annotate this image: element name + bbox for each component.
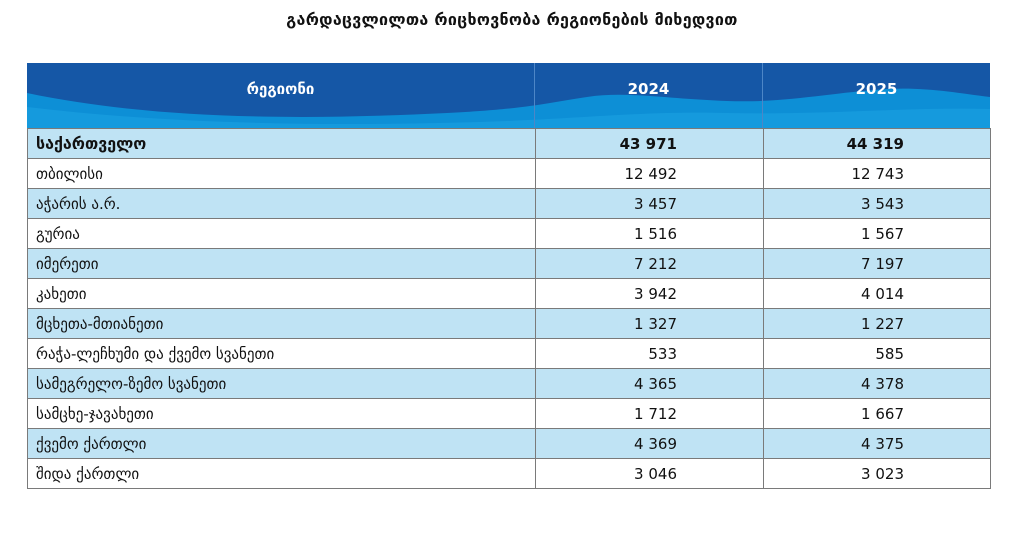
table-row: [28, 339, 991, 369]
value-2024: 4 369: [536, 429, 764, 459]
value-2025: 4 014: [764, 279, 991, 309]
value-2024: 12 492: [536, 159, 764, 189]
value-2025: 3 543: [764, 189, 991, 219]
table-row: [28, 369, 991, 399]
value-2024: 43 971: [536, 129, 764, 159]
value-2025: 44 319: [764, 129, 991, 159]
column-header-2024: 2024: [627, 80, 670, 98]
value-2025: 7 197: [764, 249, 991, 279]
value-2024: 4 365: [536, 369, 764, 399]
region-name: აჭარის ა.რ.: [28, 189, 536, 219]
column-header-2025: 2025: [855, 80, 898, 98]
value-2025: 12 743: [764, 159, 991, 189]
table-row: [28, 189, 991, 219]
value-2024: 1 516: [536, 219, 764, 249]
data-table: [27, 63, 990, 489]
region-name: ქვემო ქართლი: [28, 429, 536, 459]
value-2024: 3 457: [536, 189, 764, 219]
value-2024: 7 212: [536, 249, 764, 279]
table-row: [28, 249, 991, 279]
region-name: კახეთი: [28, 279, 536, 309]
region-name: გურია: [28, 219, 536, 249]
table-row: [28, 279, 991, 309]
region-name: საქართველო: [28, 129, 536, 159]
value-2025: 1 667: [764, 399, 991, 429]
region-name: თბილისი: [28, 159, 536, 189]
table-header: [27, 63, 990, 128]
region-name: იმერეთი: [28, 249, 536, 279]
table-row: [28, 459, 991, 489]
region-name: მცხეთა-მთიანეთი: [28, 309, 536, 339]
value-2025: 3 023: [764, 459, 991, 489]
value-2025: 4 378: [764, 369, 991, 399]
table-body: [27, 128, 991, 489]
region-name: სამეგრელო-ზემო სვანეთი: [28, 369, 536, 399]
value-2025: 4 375: [764, 429, 991, 459]
page-title: გარდაცვლილთა რიცხოვნობა რეგიონების მიხედვით: [286, 10, 738, 29]
table-row: [28, 219, 991, 249]
column-header-region: რეგიონი: [246, 80, 315, 98]
value-2025: 585: [764, 339, 991, 369]
table-row: [28, 159, 991, 189]
table-row: [28, 309, 991, 339]
table-row: [28, 429, 991, 459]
value-2025: 1 567: [764, 219, 991, 249]
value-2024: 3 046: [536, 459, 764, 489]
region-name: სამცხე-ჯავახეთი: [28, 399, 536, 429]
value-2024: 3 942: [536, 279, 764, 309]
table-row-total: [28, 129, 991, 159]
value-2025: 1 227: [764, 309, 991, 339]
region-name: შიდა ქართლი: [28, 459, 536, 489]
table-row: [28, 399, 991, 429]
value-2024: 533: [536, 339, 764, 369]
region-name: რაჭა-ლეჩხუმი და ქვემო სვანეთი: [28, 339, 536, 369]
value-2024: 1 712: [536, 399, 764, 429]
value-2024: 1 327: [536, 309, 764, 339]
